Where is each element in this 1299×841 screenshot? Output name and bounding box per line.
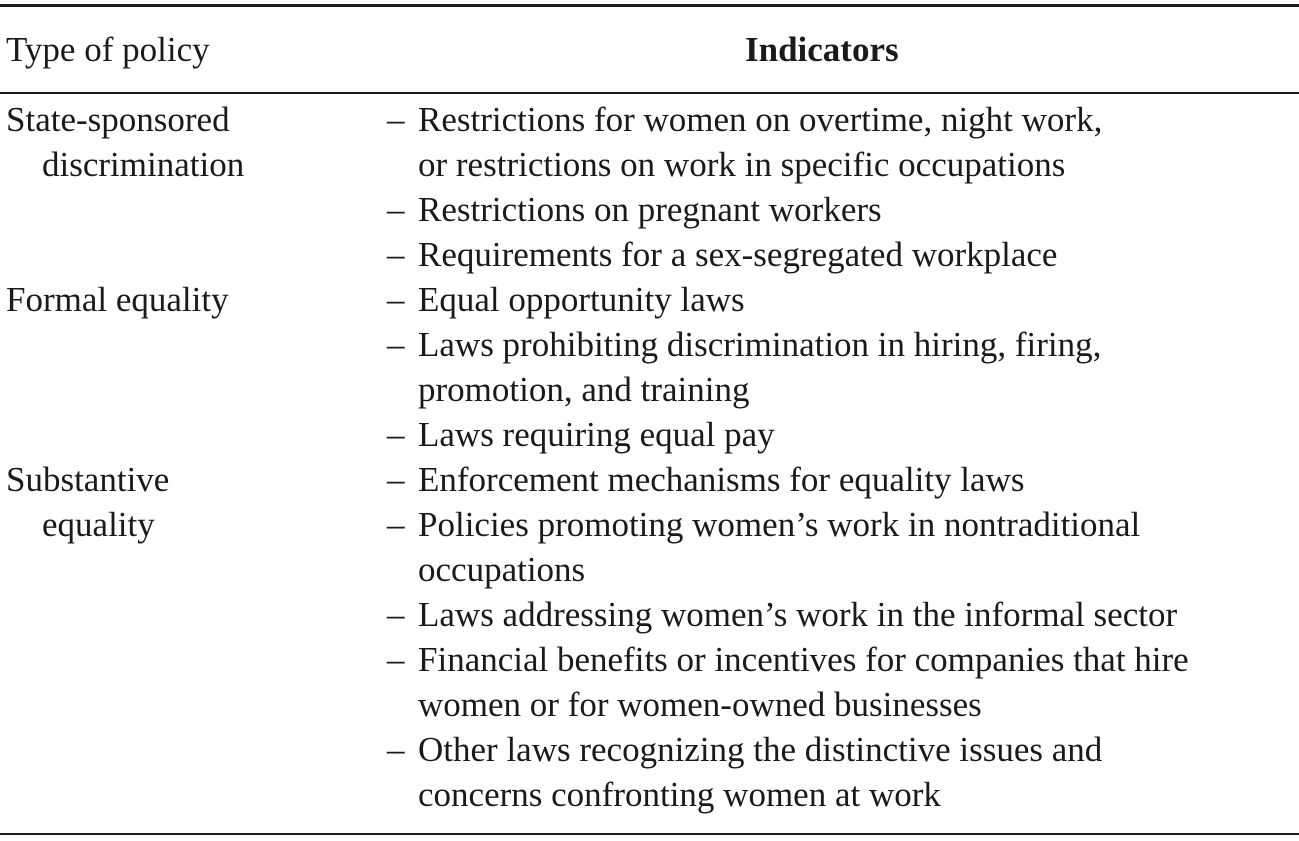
dash-bullet: – [387, 505, 405, 544]
dash-bullet: – [387, 190, 405, 229]
indicator-text-line: Laws requiring equal pay [418, 415, 775, 454]
dash-bullet: – [387, 325, 405, 364]
dash-bullet: – [387, 595, 405, 634]
dash-bullet: – [387, 415, 405, 454]
table-row [0, 457, 1299, 817]
policy-type-line: Substantive [6, 460, 170, 499]
indicator-item [387, 322, 1299, 412]
policy-type-line: equality [42, 505, 155, 544]
indicator-text-line: occupations [418, 550, 586, 589]
indicator-item [387, 637, 1299, 727]
table-row [0, 97, 1299, 277]
indicator-item [387, 277, 1299, 322]
dash-bullet: – [387, 730, 405, 769]
policy-type-line: State-sponsored [6, 100, 230, 139]
indicators-cell [0, 97, 1299, 277]
indicator-item [387, 97, 1299, 187]
indicator-text-line: concerns confronting women at work [418, 775, 941, 814]
indicator-text-line: promotion, and training [418, 370, 750, 409]
indicator-text-line: Enforcement mechanisms for equality laws [418, 460, 1025, 499]
indicator-text-line: or restrictions on work in specific occupations [418, 145, 1066, 184]
table-header-rule [0, 92, 1299, 94]
indicator-text-line: Restrictions on pregnant workers [418, 190, 882, 229]
indicator-text-line: Requirements for a sex-segregated workplace [418, 235, 1058, 274]
dash-bullet: – [387, 100, 405, 139]
header-indicators: Indicators [745, 30, 899, 69]
indicator-item [387, 187, 1299, 232]
indicator-item [387, 412, 1299, 457]
dash-bullet: – [387, 460, 405, 499]
indicator-item [387, 727, 1299, 817]
dash-bullet: – [387, 235, 405, 274]
indicator-text-line: Financial benefits or incentives for companies that hire [418, 640, 1189, 679]
indicator-text-line: Laws addressing women’s work in the informal sector [418, 595, 1178, 634]
dash-bullet: – [387, 280, 405, 319]
indicator-item [387, 232, 1299, 277]
indicator-text-line: Equal opportunity laws [418, 280, 745, 319]
indicator-item [387, 502, 1299, 592]
table-body [0, 97, 1299, 817]
indicator-text-line: Laws prohibiting discrimination in hiring, firing, [418, 325, 1102, 364]
indicators-cell [0, 457, 1299, 817]
table-top-rule [0, 4, 1299, 7]
indicator-text-line: women or for women-owned businesses [418, 685, 982, 724]
table-header-row [0, 24, 1299, 76]
indicator-text-line: Other laws recognizing the distinctive issues and [418, 730, 1103, 769]
table-bottom-rule [0, 833, 1299, 835]
indicator-text-line: Policies promoting women’s work in nontraditional [418, 505, 1141, 544]
dash-bullet: – [387, 640, 405, 679]
table-row [0, 277, 1299, 457]
policy-type-line: Formal equality [6, 280, 229, 319]
indicator-item [387, 457, 1299, 502]
indicators-cell [0, 277, 1299, 457]
header-type-of-policy: Type of policy [6, 30, 210, 69]
policy-type-line: discrimination [42, 145, 245, 184]
indicator-item [387, 592, 1299, 637]
indicator-text-line: Restrictions for women on overtime, night work, [418, 100, 1103, 139]
